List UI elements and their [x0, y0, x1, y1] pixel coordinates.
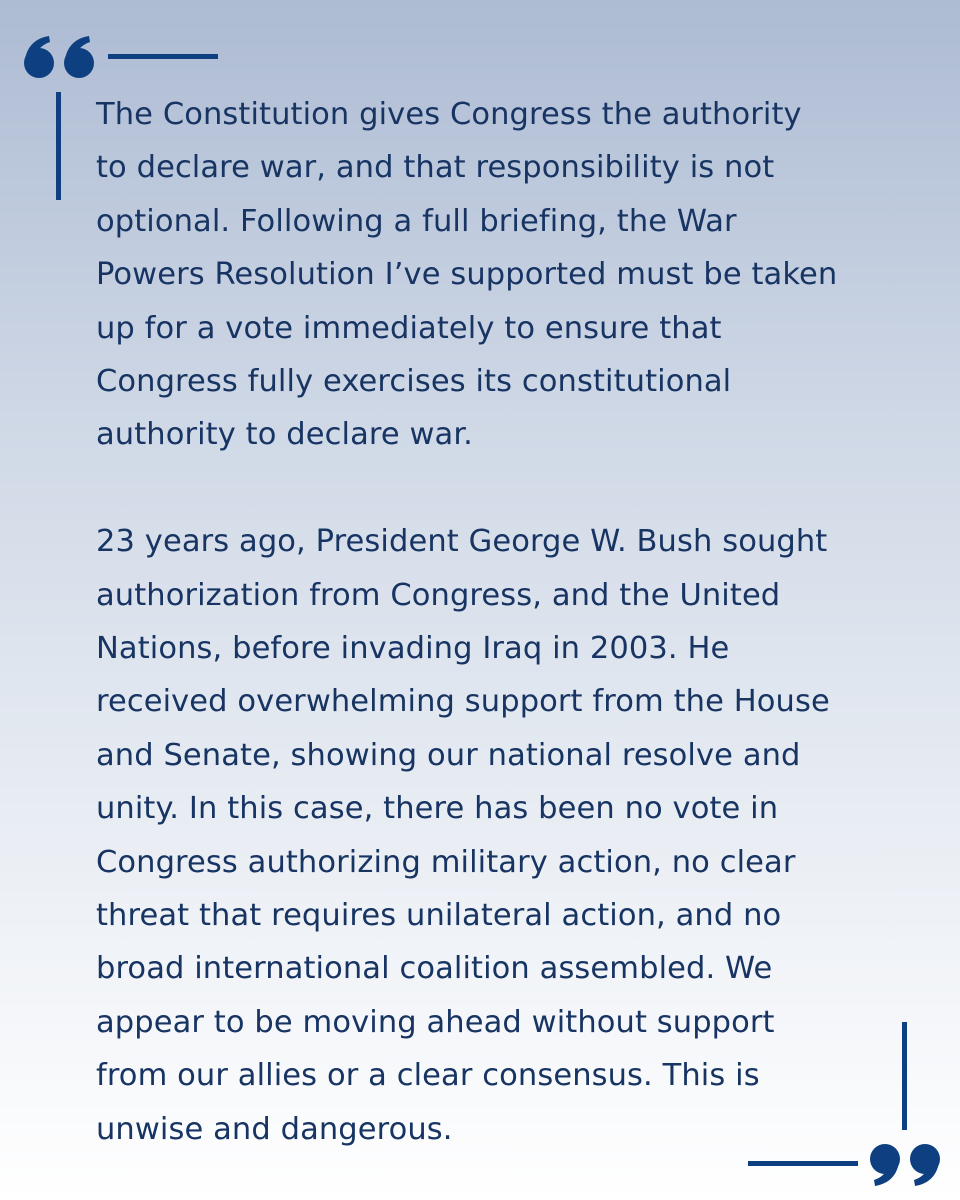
close-quote-icon: [866, 1142, 942, 1186]
bottom-horizontal-rule: [748, 1161, 858, 1166]
bottom-vertical-rule: [902, 1022, 907, 1130]
quote-paragraph-2: 23 years ago, President George W. Bush sought authorization from Congress, and the United Nations, before invading Iraq in 2003. He received overwhelming support from the House and Senate, showing our national resolve and unity. In this case, there has been no vote in Congress authorizing military action, no clear threat that requires unilateral action, and no broad international coalition assembled. We appear to be moving ahead without support from our allies or a clear consensus. This is unwise and dangerous.: [96, 524, 830, 1147]
top-horizontal-rule: [108, 54, 218, 59]
top-vertical-rule: [56, 92, 61, 200]
open-quote-icon: [22, 36, 98, 80]
quote-body: [96, 88, 916, 1156]
quote-paragraph-1: The Constitution gives Congress the authority to declare war, and that responsibility is not optional. Following a full briefing, the War Powers Resolution I’ve supported must be taken up for a vote immediately to ensure that Congress fully exercises its constitutional authority to declare war.: [96, 97, 838, 453]
